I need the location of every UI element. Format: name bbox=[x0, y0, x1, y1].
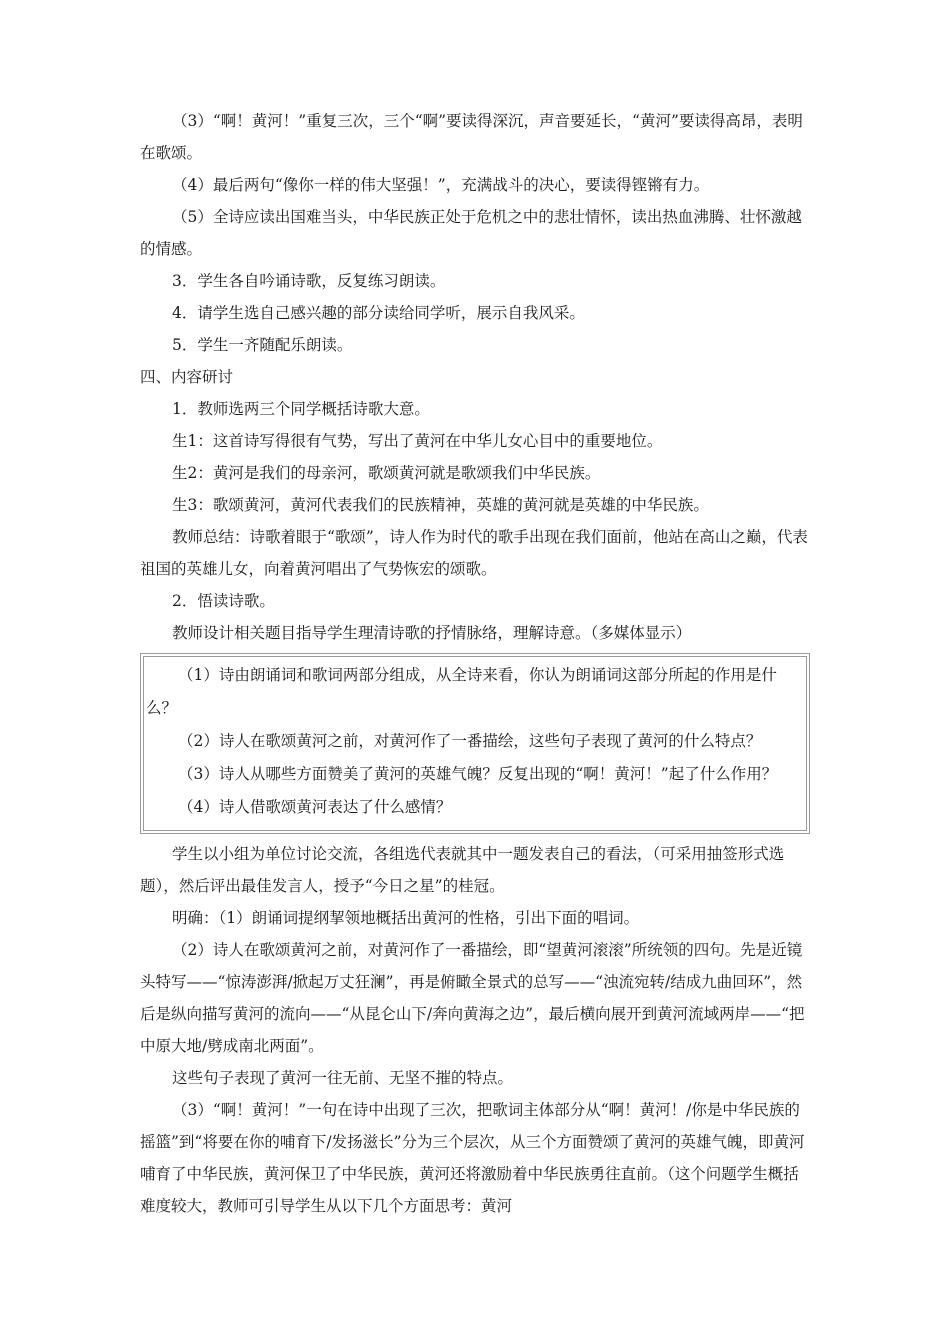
paragraph: 教师总结：诗歌着眼于“歌颂”，诗人作为时代的歌手出现在我们面前，他站在高山之巅，代表祖国的英雄儿女，向着黄河唱出了气势恢宏的颂歌。 bbox=[140, 528, 808, 578]
paragraph: 5．学生一齐随配乐朗读。 bbox=[172, 336, 353, 354]
question-item: （2）诗人在歌颂黄河之前，对黄河作了一番描绘，这些句子表现了黄河的什么特点？ bbox=[178, 732, 762, 750]
paragraph: 3．学生各自吟诵诗歌，反复练习朗读。 bbox=[172, 272, 446, 290]
paragraph: 1．教师选两三个同学概括诗歌大意。 bbox=[172, 400, 430, 418]
paragraph: 明确：（1）朗诵词提纲挈领地概括出黄河的性格，引出下面的唱词。 bbox=[172, 909, 640, 927]
paragraph: （3）“啊！黄河！”重复三次，三个“啊”要读得深沉，声音要延长，“黄河”要读得高昂，表明在歌颂。 bbox=[140, 112, 803, 162]
paragraph: 生3：歌颂黄河，黄河代表我们的民族精神，英雄的黄河就是英雄的中华民族。 bbox=[172, 496, 709, 514]
section-after-box bbox=[140, 838, 810, 1222]
section-heading: 四、内容研讨 bbox=[140, 368, 234, 386]
question-item: （1）诗由朗诵词和歌词两部分组成，从全诗来看，你认为朗诵词这部分所起的作用是什么？ bbox=[146, 666, 777, 717]
paragraph: （4）最后两句“像你一样的伟大坚强！”，充满战斗的决心，要读得铿锵有力。 bbox=[172, 176, 710, 194]
paragraph: （5）全诗应读出国难当头，中华民族正处于危机之中的悲壮情怀，读出热血沸腾、壮怀激越的情感。 bbox=[140, 208, 802, 258]
section-before-box bbox=[140, 105, 810, 649]
paragraph: 教师设计相关题目指导学生理清诗歌的抒情脉络，理解诗意。（多媒体显示） bbox=[172, 624, 692, 642]
paragraph: 2．悟读诗歌。 bbox=[172, 592, 275, 610]
paragraph: （3）“啊！黄河！”一句在诗中出现了三次，把歌词主体部分从“啊！黄河！/你是中华民族的摇篮”到“将要在你的哺育下/发扬滋长”分为三个层次，从三个方面赞颂了黄河的英雄气魄，即黄河哺育了中华民族，黄河保卫了中华民族，黄河还将激励着中华民族勇往直前。（这个问题学生概括难度较大，教师可引导学生从以下几个方面思考：黄河 bbox=[140, 1101, 805, 1215]
paragraph: （2）诗人在歌颂黄河之前，对黄河作了一番描绘，即“望黄河滚滚”所统领的四句。先是近镜头特写——“惊涛澎湃/掀起万丈狂澜”，再是俯瞰全景式的总写——“浊流宛转/结成九曲回环”，然后是纵向描写黄河的流向——“从昆仑山下/奔向黄海之边”，最后横向展开到黄河流域两岸——“把中原大地/劈成南北两面”。 bbox=[140, 941, 805, 1055]
paragraph: 生2：黄河是我们的母亲河，歌颂黄河就是歌颂我们中华民族。 bbox=[172, 464, 601, 482]
paragraph: 生1：这首诗写得很有气势，写出了黄河在中华儿女心目中的重要地位。 bbox=[172, 432, 663, 450]
paragraph: 4．请学生选自己感兴趣的部分读给同学听，展示自我风采。 bbox=[172, 304, 585, 322]
question-box bbox=[140, 653, 810, 834]
question-item: （3）诗人从哪些方面赞美了黄河的英雄气魄？反复出现的“啊！黄河！”起了什么作用？ bbox=[178, 765, 778, 783]
question-item: （4）诗人借歌颂黄河表达了什么感情？ bbox=[178, 798, 452, 816]
paragraph: 学生以小组为单位讨论交流，各组选代表就其中一题发表自己的看法，（可采用抽签形式选题），然后评出最佳发言人，授予“今日之星”的桂冠。 bbox=[140, 845, 785, 895]
document-page bbox=[140, 105, 810, 1222]
paragraph: 这些句子表现了黄河一往无前、无坚不摧的特点。 bbox=[172, 1069, 514, 1087]
